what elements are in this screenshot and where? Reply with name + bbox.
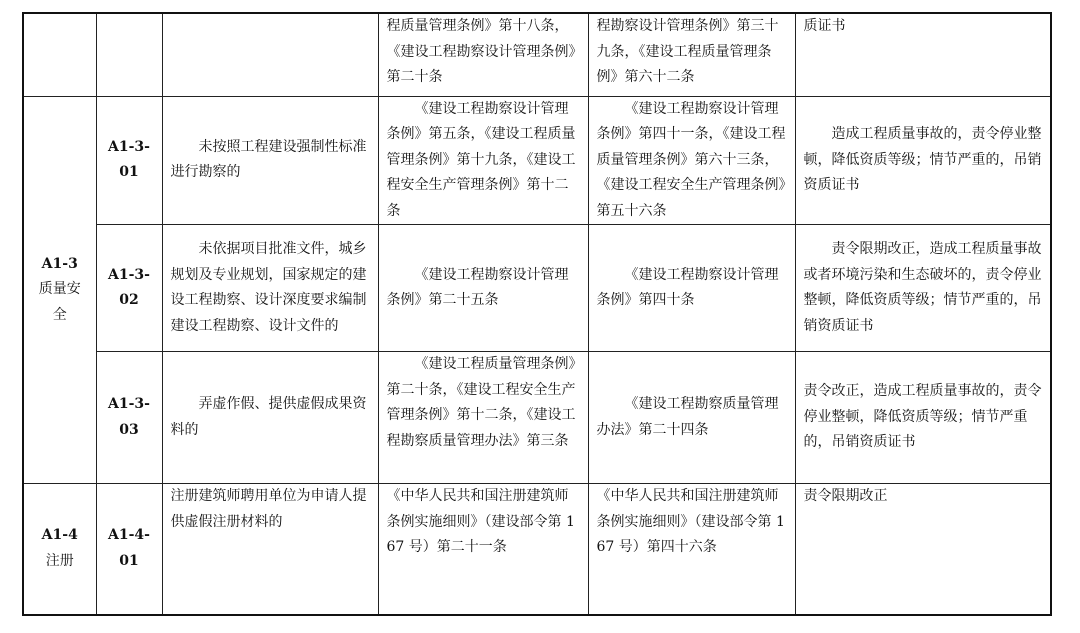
basis-cell: 《建设工程质量管理条例》第二十条，《建设工程安全生产管理条例》第十二条，《建设工程勘察质量管理办法》第三条 xyxy=(378,352,588,484)
category-name: 质量安全 xyxy=(38,281,81,323)
penalty-basis-cell: 程勘察设计管理条例》第三十九条，《建设工程质量管理条例》第六十二条 xyxy=(588,13,795,96)
basis-cell: 程质量管理条例》第十八条，《建设工程勘察设计管理条例》第二十条 xyxy=(378,13,588,96)
behavior-cell: 注册建筑师聘用单位为申请人提供虚假注册材料的 xyxy=(162,484,378,615)
table-row xyxy=(23,484,1051,615)
basis-cell: 《中华人民共和国注册建筑师条例实施细则》（建设部令第 167 号）第二十一条 xyxy=(378,484,588,615)
table-row xyxy=(23,225,1051,352)
standard-cell: 责令限期改正 xyxy=(795,484,1051,615)
category-cell-empty xyxy=(23,13,96,96)
code-cell: A1-3-02 xyxy=(96,225,162,352)
category-code: A1-3 xyxy=(41,255,78,272)
category-cell xyxy=(23,484,96,615)
code-cell-empty xyxy=(96,13,162,96)
code-cell: A1-3-01 xyxy=(96,96,162,225)
penalty-basis-cell: 《建设工程勘察设计管理条例》第四十一条，《建设工程质量管理条例》第六十三条，《建设工程安全生产管理条例》第五十六条 xyxy=(588,96,795,225)
behavior-cell: 未按照工程建设强制性标准进行勘察的 xyxy=(162,96,378,225)
regulation-table xyxy=(22,12,1052,616)
standard-cell: 质证书 xyxy=(795,13,1051,96)
standard-cell: 责令限期改正，造成工程质量事故或者环境污染和生态破坏的，责令停业整顿，降低资质等级；情节严重的，吊销资质证书 xyxy=(795,225,1051,352)
category-code: A1-4 xyxy=(41,527,78,544)
table-row xyxy=(23,352,1051,484)
penalty-basis-cell: 《建设工程勘察质量管理办法》第二十四条 xyxy=(588,352,795,484)
code-cell: A1-3-03 xyxy=(96,352,162,484)
standard-cell: 责令改正，造成工程质量事故的，责令停业整顿，降低资质等级；情节严重的，吊销资质证书 xyxy=(795,352,1051,484)
table-row xyxy=(23,96,1051,225)
category-name: 注册 xyxy=(45,552,74,569)
standard-cell: 造成工程质量事故的，责令停业整顿，降低资质等级；情节严重的，吊销资质证书 xyxy=(795,96,1051,225)
behavior-cell-empty xyxy=(162,13,378,96)
code-cell: A1-4-01 xyxy=(96,484,162,615)
table-row xyxy=(23,13,1051,96)
basis-cell: 《建设工程勘察设计管理条例》第二十五条 xyxy=(378,225,588,352)
penalty-basis-cell: 《中华人民共和国注册建筑师条例实施细则》（建设部令第 167 号）第四十六条 xyxy=(588,484,795,615)
behavior-cell: 弄虚作假、提供虚假成果资料的 xyxy=(162,352,378,484)
penalty-basis-cell: 《建设工程勘察设计管理条例》第四十条 xyxy=(588,225,795,352)
basis-cell: 《建设工程勘察设计管理条例》第五条，《建设工程质量管理条例》第十九条，《建设工程安全生产管理条例》第十二条 xyxy=(378,96,588,225)
behavior-cell: 未依据项目批准文件，城乡规划及专业规划，国家规定的建设工程勘察、设计深度要求编制建设工程勘察、设计文件的 xyxy=(162,225,378,352)
category-cell xyxy=(23,96,96,484)
